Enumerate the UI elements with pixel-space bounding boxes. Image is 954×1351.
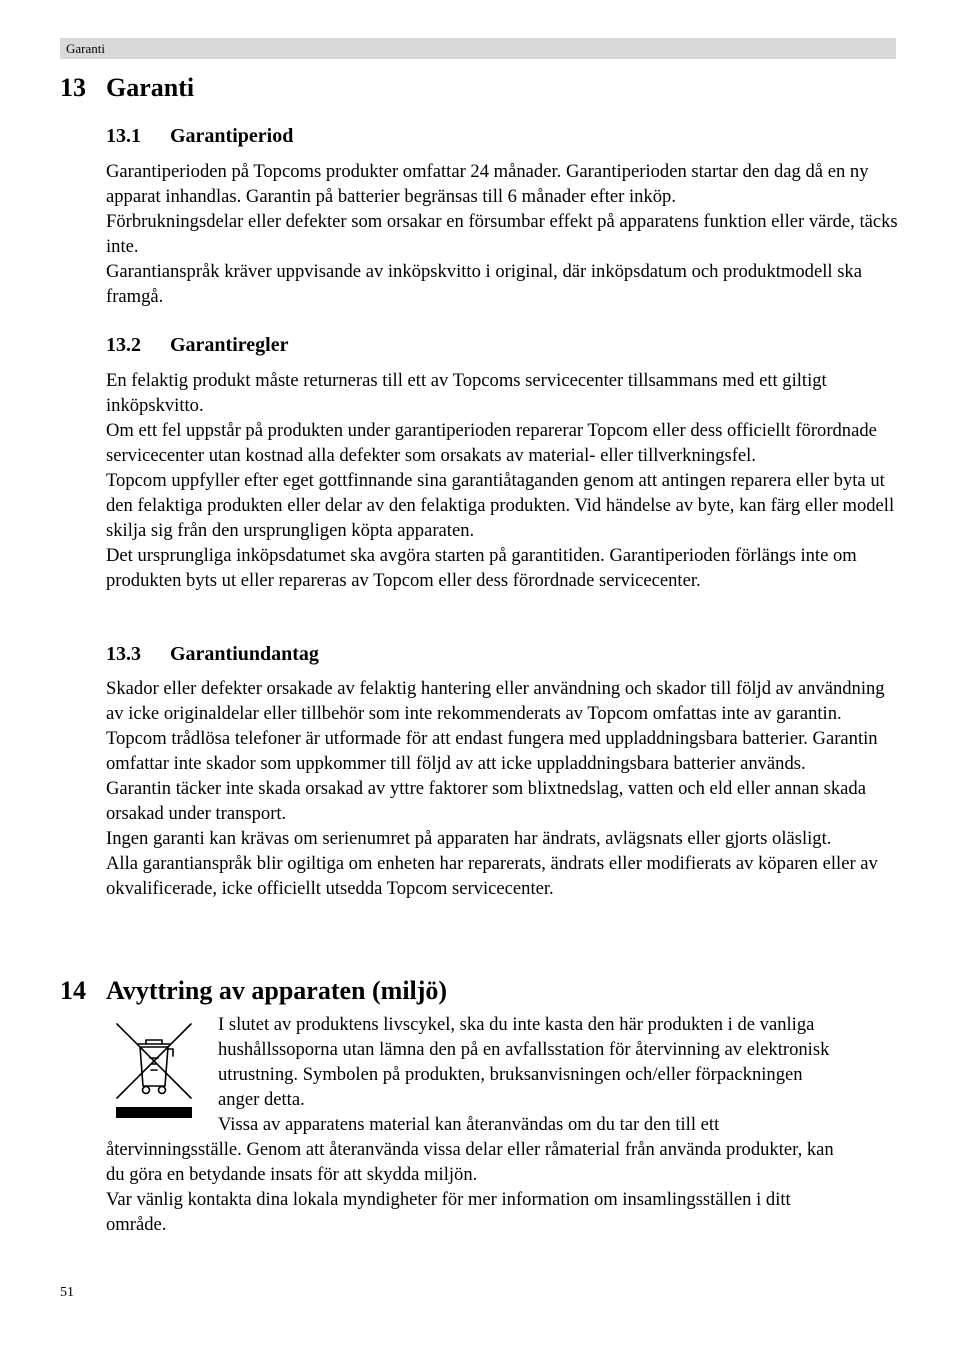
- paragraph: Garantiperioden på Topcoms produkter omfattar 24 månader. Garantiperioden startar den dag då en ny apparat inhandlas. Garantin på batterier begränsas till 6 månader efter inköp.: [106, 161, 869, 207]
- paragraph: Skador eller defekter orsakade av felaktig hantering eller användning och skador till följd av användning av icke originaldelar eller tillbehör som inte rekommenderats av Topcom omfattas inte av garantin.: [106, 678, 885, 724]
- paragraph: Topcom trådlösa telefoner är utformade för att endast fungera med uppladdningsbara batterier. Garantin omfattar inte skador som uppkommer till följd av att icke uppladdningsbara batterier används.: [106, 728, 878, 774]
- page-number: 51: [60, 1285, 74, 1300]
- section-number: 13.1: [106, 125, 141, 147]
- text-line: utrustning. Symbolen på produkten, bruksanvisningen och/eller förpackningen: [218, 1064, 803, 1085]
- chapter-14-heading: [60, 976, 447, 1006]
- paragraph: Garantin täcker inte skada orsakad av yttre faktorer som blixtnedslag, vatten och eld eller annan skada orsakad under transport.: [106, 778, 866, 824]
- text-line: anger detta.: [218, 1089, 305, 1110]
- section-13-1-heading: [106, 124, 293, 148]
- section-number: 13.3: [106, 643, 141, 665]
- paragraph: Förbrukningsdelar eller defekter som orsakar en försumbar effekt på apparatens funktion eller värde, täcks inte.: [106, 211, 898, 257]
- section-title: Garantiundantag: [170, 643, 319, 665]
- paragraph: Garantianspråk kräver uppvisande av inköpskvitto i original, där inköpsdatum och produktmodell ska framgå.: [106, 261, 862, 307]
- paragraph: Det ursprungliga inköpsdatumet ska avgöra starten på garantitiden. Garantiperioden förlängs inte om produkten byts ut eller repareras av Topcom eller dess förordnade servicecenter.: [106, 545, 857, 591]
- text-line: Vissa av apparatens material kan återanvändas om du tar den till ett: [218, 1114, 720, 1135]
- paragraph: Om ett fel uppstår på produkten under garantiperioden reparerar Topcom eller dess officiellt förordnade servicecenter utan kostnad alla defekter som orsakats av material- eller tillverkningsfel.: [106, 420, 877, 466]
- section-title: Garantiregler: [170, 334, 289, 356]
- text-line: Var vänlig kontakta dina lokala myndigheter för mer information om insamlingsställen i ditt: [106, 1189, 791, 1210]
- running-header-label: Garanti: [66, 41, 105, 56]
- section-13-1-body: [106, 159, 898, 309]
- crossed-out-wheelie-bin-icon: [113, 1018, 195, 1122]
- paragraph: En felaktig produkt måste returneras till ett av Topcoms servicecenter tillsammans med ett giltigt inköpskvitto.: [106, 370, 827, 416]
- chapter-title: Garanti: [106, 73, 195, 102]
- paragraph: Topcom uppfyller efter eget gottfinnande sina garantiåtaganden genom att antingen reparera eller byta ut den felaktiga produkten eller delar av den felaktiga produkten. Vid händelse av byte, kan färg eller modell skilja sig från den ursprungligen köpta apparaten.: [106, 470, 895, 541]
- chapter-number: 14: [60, 976, 86, 1005]
- text-line: du göra en betydande insats för att skydda miljön.: [106, 1164, 478, 1185]
- text-line: I slutet av produktens livscykel, ska du inte kasta den här produkten i de vanliga: [218, 1014, 815, 1035]
- section-title: Garantiperiod: [170, 125, 294, 147]
- text-line: hushållssoporna utan lämna den på en avfallsstation för återvinning av elektronisk: [218, 1039, 830, 1060]
- section-13-2-heading: [106, 333, 288, 357]
- chapter-14-wrapped-text: [218, 1012, 908, 1137]
- text-line: område.: [106, 1214, 167, 1235]
- chapter-number: 13: [60, 73, 86, 102]
- running-header: [60, 38, 896, 59]
- section-13-3-heading: [106, 642, 319, 666]
- text-line: återvinningsställe. Genom att återanvända vissa delar eller råmaterial från använda produkter, kan: [106, 1139, 834, 1160]
- section-number: 13.2: [106, 334, 141, 356]
- paragraph: Alla garantianspråk blir ogiltiga om enheten har reparerats, ändrats eller modifierats av köparen eller av okvalificerade, icke officiellt utsedda Topcom servicecenter.: [106, 853, 878, 899]
- chapter-13-heading: [60, 73, 194, 103]
- paragraph: Ingen garanti kan krävas om serienumret på apparaten har ändrats, avlägsnats eller gjorts oläsligt.: [106, 828, 832, 849]
- section-13-3-body: [106, 676, 898, 901]
- chapter-14-full-text: [106, 1137, 898, 1237]
- section-13-2-body: [106, 368, 898, 593]
- chapter-title: Avyttring av apparaten (miljö): [106, 976, 448, 1005]
